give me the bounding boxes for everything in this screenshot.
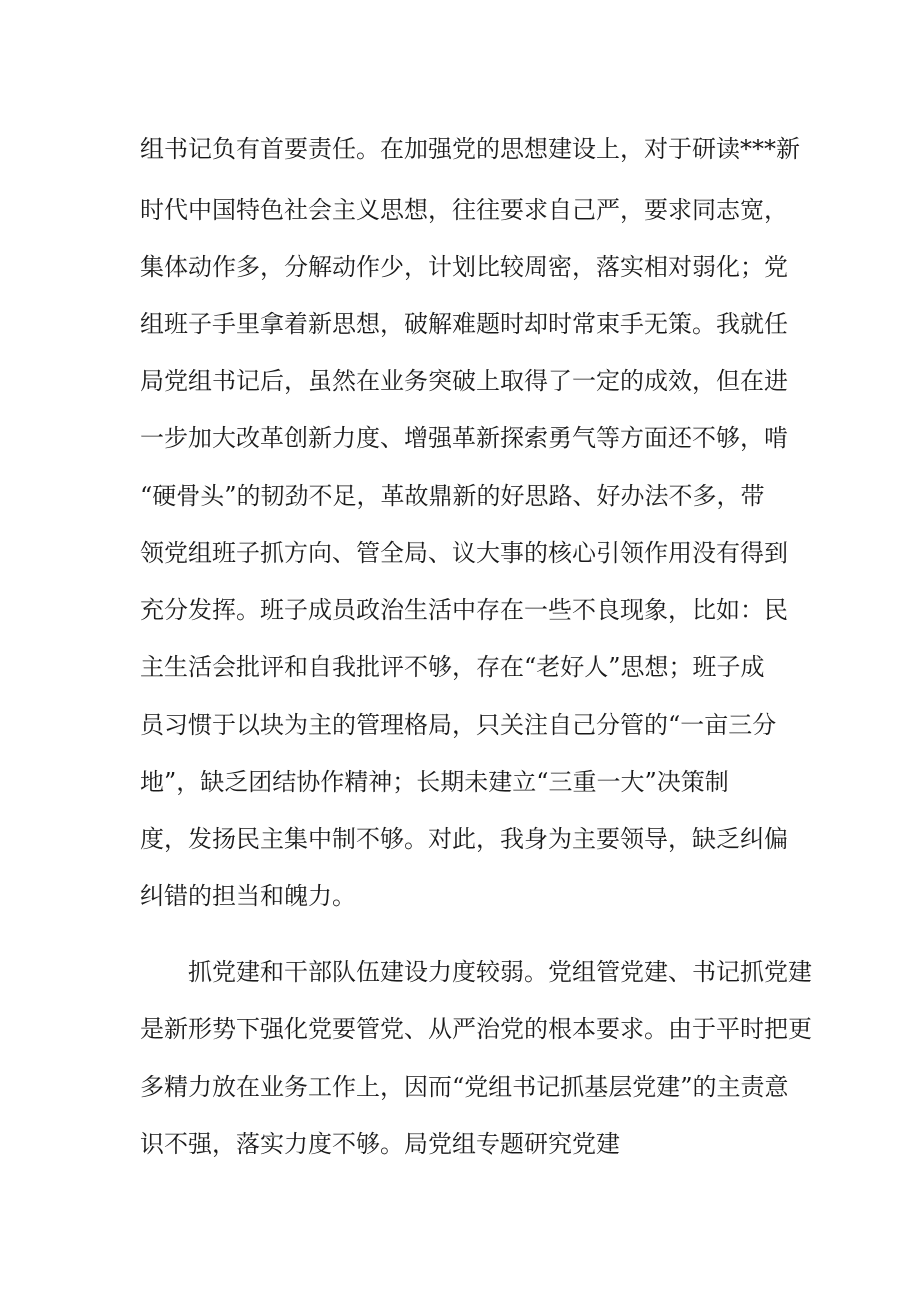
- paragraph-line: 领党组班子抓方向、管全局、议大事的核心引领作用没有得到: [140, 539, 788, 567]
- paragraph-line: 局党组书记后，虽然在业务突破上取得了一定的成效，但在进: [140, 367, 788, 395]
- paragraph-line: 组班子手里拿着新思想，破解难题时却时常束手无策。我就任: [140, 310, 788, 338]
- paragraph-line: “硬骨头”的韧劲不足，革故鼎新的好思路、好办法不多，带: [140, 482, 765, 510]
- paragraph-line: 识不强，落实力度不够。局党组专题研究党建: [140, 1130, 620, 1158]
- paragraph-line: 抓党建和干部队伍建设力度较弱。党组管党建、书记抓党建: [188, 958, 812, 986]
- paragraph-line: 时代中国特色社会主义思想，往往要求自己严，要求同志宽，: [140, 196, 788, 224]
- paragraph-line: 度，发扬民主集中制不够。对此，我身为主要领导，缺乏纠偏: [140, 825, 788, 853]
- paragraph-line: 员习惯于以块为主的管理格局，只关注自己分管的“一亩三分: [140, 711, 777, 739]
- paragraph-line: 纠错的担当和魄力。: [140, 882, 356, 910]
- paragraph-line: 集体动作多，分解动作少，计划比较周密，落实相对弱化；党: [140, 253, 788, 281]
- paragraph-line: 多精力放在业务工作上，因而“党组书记抓基层党建”的主责意: [140, 1073, 789, 1101]
- paragraph-line: 是新形势下强化党要管党、从严治党的根本要求。由于平时把更: [140, 1015, 812, 1043]
- paragraph-line: 主生活会批评和自我批评不够，存在“老好人”思想；班子成: [140, 653, 765, 681]
- paragraph-line: 组书记负有首要责任。在加强党的思想建设上，对于研读***新: [140, 135, 800, 163]
- paragraph-line: 地”，缺乏团结协作精神；长期未建立“三重一大”决策制: [140, 768, 729, 796]
- paragraph-line: 一步加大改革创新力度、增强革新探索勇气等方面还不够，啃: [140, 424, 788, 452]
- paragraph-line: 充分发挥。班子成员政治生活中存在一些不良现象，比如：民: [140, 596, 788, 624]
